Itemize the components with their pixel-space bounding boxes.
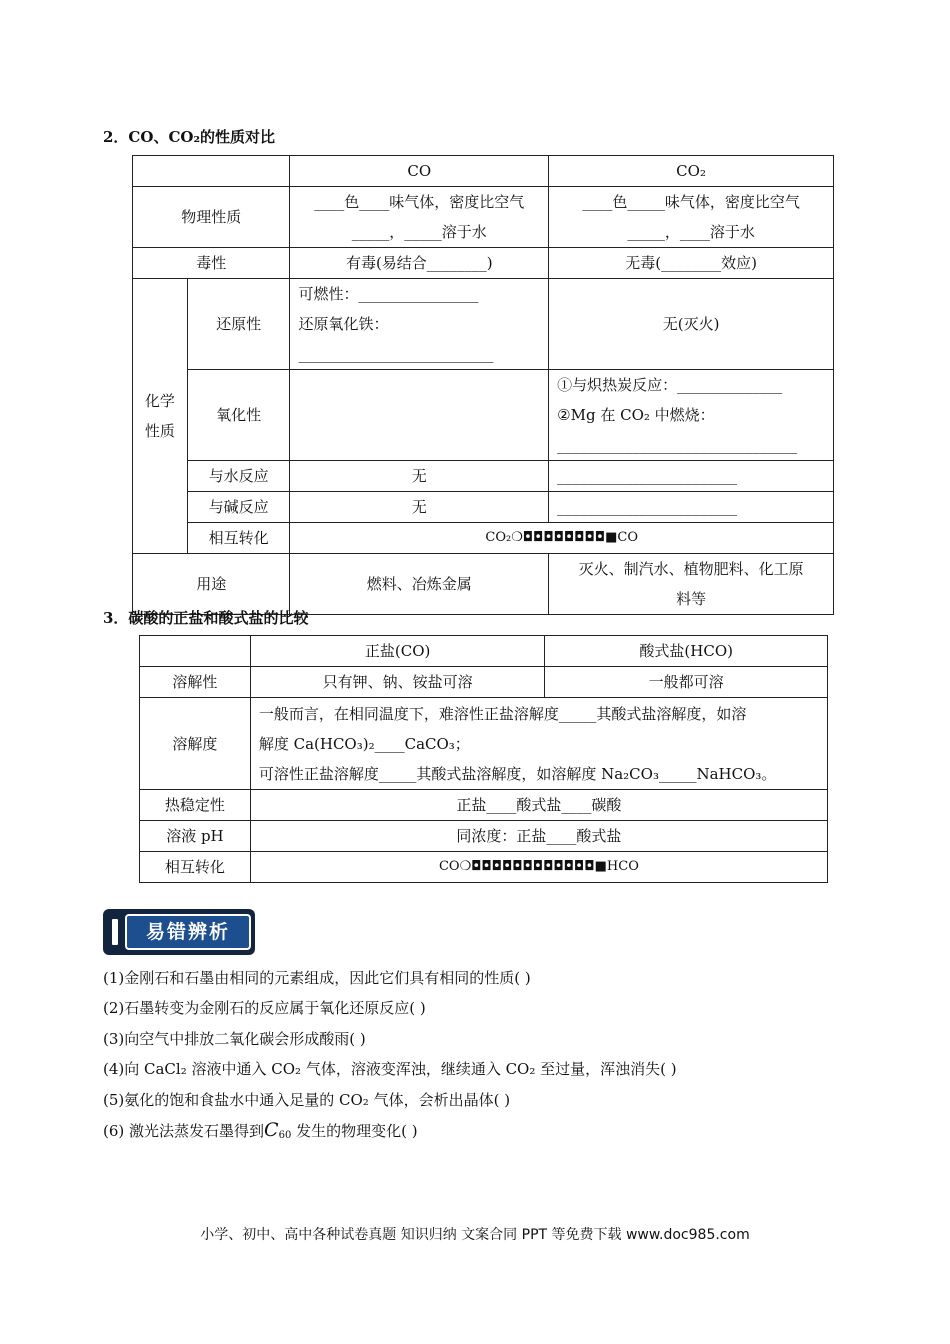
header-blank-2 — [140, 636, 251, 667]
usage-co2 — [549, 554, 834, 615]
reducing-co2: 无(灭火) — [549, 279, 834, 370]
badge-label: 易错辨析 — [125, 914, 251, 950]
oxidizing-co2-line2: ②Mg 在 CO₂ 中燃烧： — [557, 406, 715, 424]
header-acid-salt: 酸式盐(HCO) — [545, 636, 828, 667]
question-6-suffix: 发生的物理变化( ) — [291, 1122, 418, 1140]
question-2: (2)石墨转变为金刚石的反应属于氧化还原反应( ) — [103, 999, 426, 1017]
question-6 — [103, 1119, 418, 1141]
reducing-co-line3: __________________________ — [298, 345, 494, 363]
toxicity-label: 毒性 — [133, 248, 290, 279]
thermal-value: 正盐____酸式盐____碳酸 — [250, 790, 827, 821]
ph-label: 溶液 pH — [140, 821, 251, 852]
solubility-degree-line2: 解度 Ca(HCO₃)₂____CaCO₃； — [258, 734, 470, 753]
usage-co: 燃料、冶炼金属 — [290, 554, 549, 615]
base-label: 与碱反应 — [187, 492, 290, 523]
usage-co2-line2: 料等 — [676, 590, 707, 608]
solubility-degree-value — [250, 698, 827, 790]
physical-co-line1: ____色____味气体，密度比空气 — [314, 193, 525, 211]
section3-title: 3．碳酸的正盐和酸式盐的比较 — [103, 609, 309, 627]
reducing-label: 还原性 — [187, 279, 290, 370]
error-analysis-badge — [103, 909, 255, 955]
water-label: 与水反应 — [187, 461, 290, 492]
ph-value: 同浓度：正盐____酸式盐 — [250, 821, 827, 852]
physical-co2 — [549, 187, 834, 248]
solubility-normal: 只有钾、钠、铵盐可溶 — [250, 667, 545, 698]
conversion-value: CO₂❍◘◘◘◘◘◘◘◘■CO — [290, 523, 834, 554]
solubility-acid: 一般都可溶 — [545, 667, 828, 698]
toxicity-co2: 无毒(________效应) — [549, 248, 834, 279]
water-co: 无 — [290, 461, 549, 492]
question-6-formula: C — [264, 1119, 279, 1141]
physical-co-line2: _____，_____溶于水 — [351, 223, 487, 241]
chemical-label-line2: 性质 — [144, 422, 175, 440]
solubility-label: 溶解性 — [140, 667, 251, 698]
carbonate-comparison-table — [139, 635, 828, 883]
solubility-degree-label: 溶解度 — [140, 698, 251, 790]
footer-text: 小学、初中、高中各种试卷真题 知识归纳 文案合同 PPT 等免费下载 www.doc985.com — [200, 1227, 750, 1243]
base-co: 无 — [290, 492, 549, 523]
reducing-co-line2: 还原氧化铁： — [298, 315, 389, 333]
oxidizing-co — [290, 370, 549, 461]
water-co2: ________________________ — [549, 461, 834, 492]
chemical-label-line1: 化学 — [144, 392, 175, 410]
header-co2: CO₂ — [549, 156, 834, 187]
oxidizing-co2-line1: ①与炽热炭反应：______________ — [557, 376, 783, 394]
conversion-value-2: CO❍◘◘◘◘◘◘◘◘◘◘◘◘■HCO — [250, 852, 827, 883]
base-co2: ________________________ — [549, 492, 834, 523]
conversion-label-2: 相互转化 — [140, 852, 251, 883]
header-co: CO — [290, 156, 549, 187]
badge-bar-icon — [112, 919, 118, 945]
physical-co2-line1: ____色_____味气体，密度比空气 — [582, 193, 800, 211]
oxidizing-co2-line3: ________________________________ — [557, 436, 798, 454]
conversion-label: 相互转化 — [187, 523, 290, 554]
toxicity-co: 有毒(易结合________) — [290, 248, 549, 279]
chemical-label — [133, 279, 188, 554]
solubility-degree-line3: 可溶性正盐溶解度_____其酸式盐溶解度，如溶解度 Na₂CO₃_____NaHCO₃。 — [258, 764, 777, 783]
oxidizing-co2 — [549, 370, 834, 461]
reducing-co — [290, 279, 549, 370]
question-5: (5)氨化的饱和食盐水中通入足量的 CO₂ 气体，会析出晶体( ) — [103, 1091, 511, 1109]
reducing-co-line1: 可燃性：________________ — [298, 285, 479, 303]
usage-co2-line1: 灭火、制汽水、植物肥料、化工原 — [578, 560, 804, 578]
question-1: (1)金刚石和石墨由相同的元素组成，因此它们具有相同的性质( ) — [103, 969, 531, 987]
solubility-degree-line1: 一般而言，在相同温度下，难溶性正盐溶解度_____其酸式盐溶解度，如溶 — [258, 704, 747, 723]
question-6-sub: 60 — [278, 1130, 292, 1141]
question-6-prefix: (6) 激光法蒸发石墨得到 — [103, 1122, 265, 1140]
physical-co — [290, 187, 549, 248]
question-3: (3)向空气中排放二氧化碳会形成酸雨( ) — [103, 1030, 366, 1048]
question-4: (4)向 CaCl₂ 溶液中通入 CO₂ 气体，溶液变浑浊，继续通入 CO₂ 至过量，浑浊消失( ) — [103, 1060, 677, 1078]
co-co2-comparison-table — [132, 155, 834, 615]
header-blank — [133, 156, 290, 187]
physical-co2-line2: _____，____溶于水 — [627, 223, 755, 241]
header-normal-salt: 正盐(CO) — [250, 636, 545, 667]
usage-label: 用途 — [133, 554, 290, 615]
section2-title: 2．CO、CO₂的性质对比 — [103, 128, 276, 146]
thermal-label: 热稳定性 — [140, 790, 251, 821]
oxidizing-label: 氧化性 — [187, 370, 290, 461]
physical-label: 物理性质 — [133, 187, 290, 248]
